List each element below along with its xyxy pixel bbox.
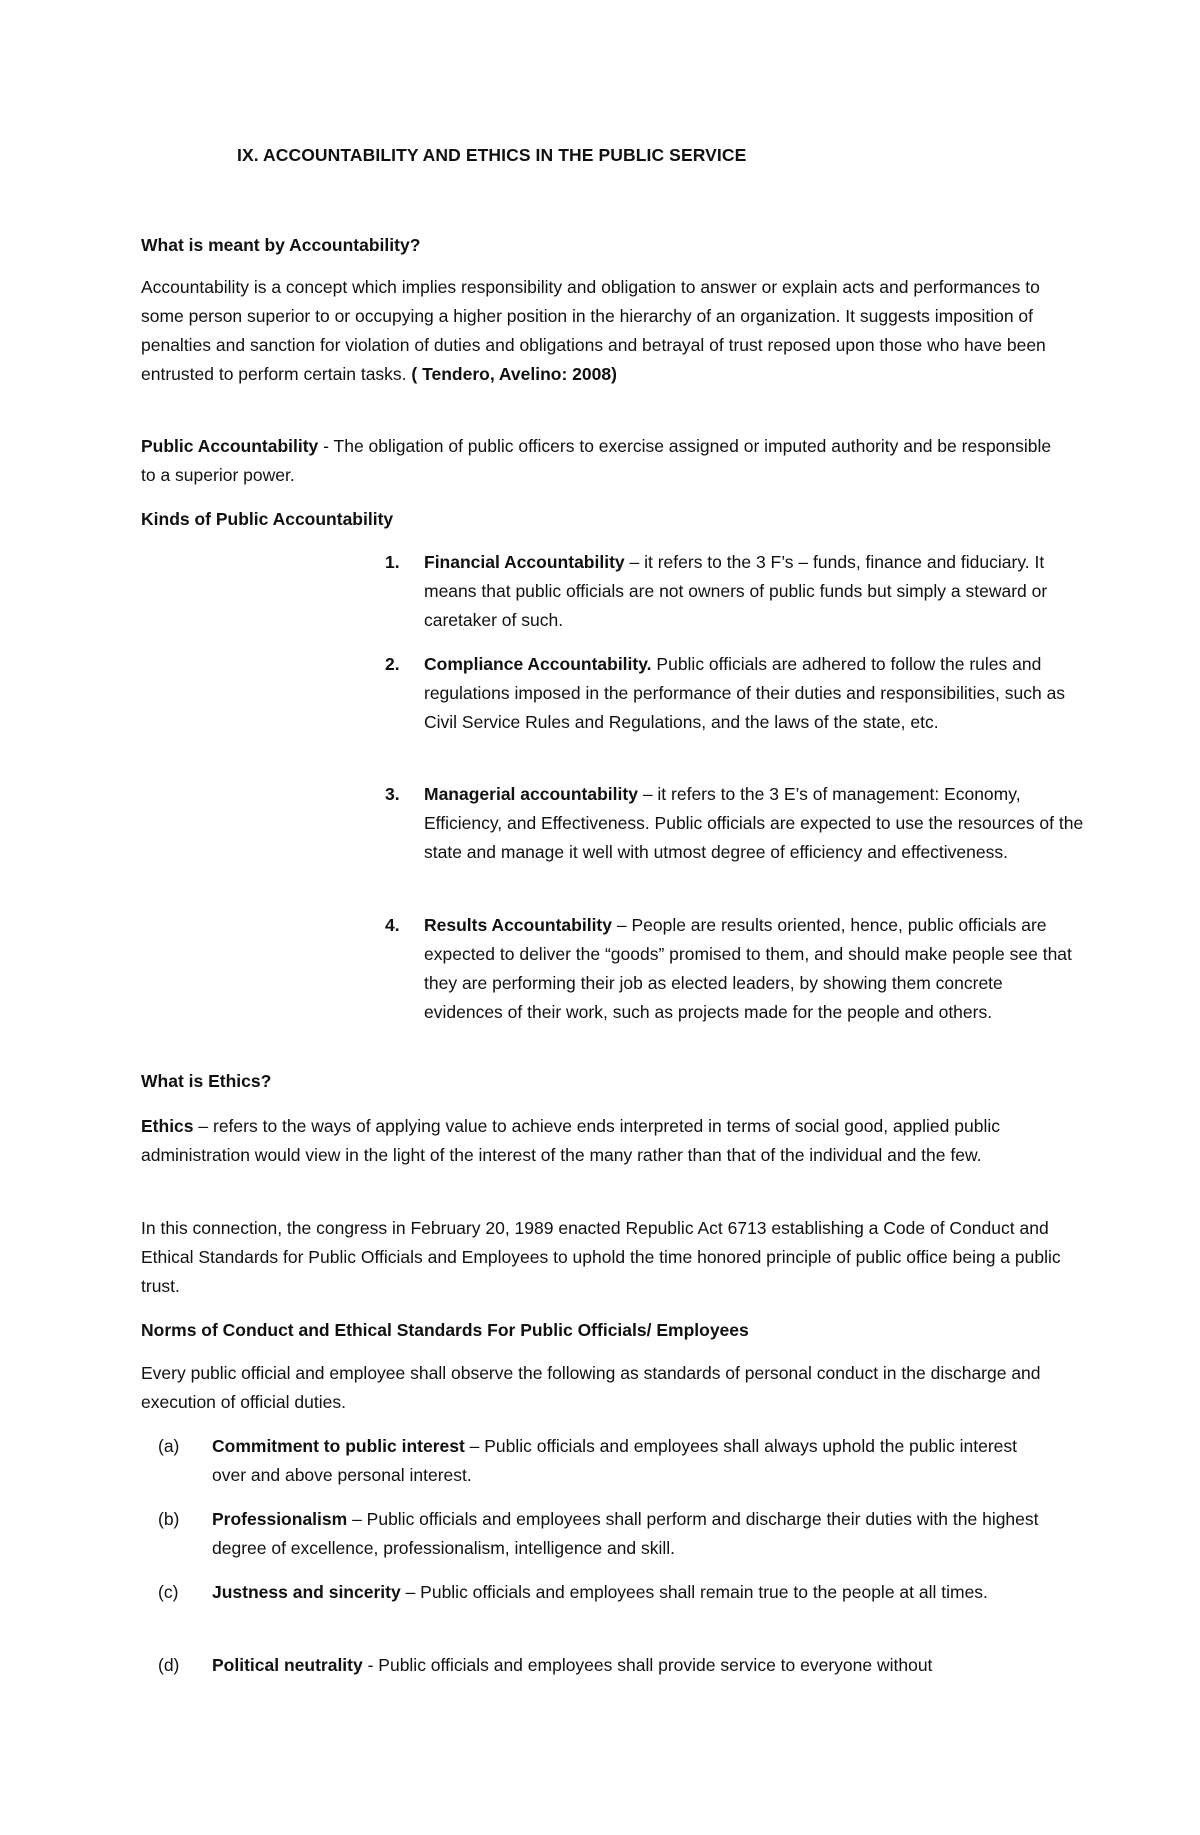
norm-body: – Public officials and employees shall remain true to the people at all times. [400,1582,988,1602]
norm-label: (a) [158,1436,180,1456]
norm-text [212,1432,1052,1490]
list-item-term: Compliance Accountability. [424,654,652,674]
list-item-text [424,780,1084,867]
accountability-paragraph [141,273,1061,389]
list-item-text [424,548,1084,635]
list-number: 2. [385,654,400,674]
norm-text [212,1578,1052,1607]
norm-term: Commitment to public interest [212,1436,465,1456]
norm-label: (c) [158,1582,179,1602]
question-accountability-heading: What is meant by Accountability? [141,235,421,255]
connection-paragraph: In this connection, the congress in February 20, 1989 enacted Republic Act 6713 establishing a Code of Conduct and Ethical Standards for Public Officials and Employees to uphold the time honored principle of public office being a public trust. [141,1218,1061,1296]
ethics-term: Ethics [141,1116,194,1136]
norm-body: – Public officials and employees shall perform and discharge their duties with the highest degree of excellence, professionalism, intelligence and skill. [212,1509,1039,1558]
public-accountability-definition: - The obligation of public officers to exercise assigned or imputed authority and be responsible to a superior power. [141,436,1052,485]
norm-term: Political neutrality [212,1655,363,1675]
list-item-term: Managerial accountability [424,784,638,804]
list-item-term: Results Accountability [424,915,612,935]
accountability-definition: Accountability is a concept which implies responsibility and obligation to answer or explain acts and performances to some person superior to or occupying a higher position in the hierarchy of an organization. It suggests imposition of penalties and sanction for violation of duties and obligations and betrayal of trust reposed upon those who have been entrusted to perform certain tasks. [141,277,1046,384]
list-number: 1. [385,552,400,572]
list-item-text [424,911,1084,1027]
list-item-term: Financial Accountability [424,552,625,572]
norm-body: - Public officials and employees shall provide service to everyone without [362,1655,933,1675]
norm-label: (b) [158,1509,180,1529]
list-item-body: Public officials are adhered to follow the rules and regulations imposed in the performance of their duties and responsibilities, such as Civil Service Rules and Regulations, and the laws of the state, etc. [424,654,1066,732]
list-number: 3. [385,784,400,804]
list-item-body: – it refers to the 3 E’s of management: Economy, Efficiency, and Effectiveness. Public officials are expected to use the resources of the state and manage it well with utmost degree of efficiency and effectiveness. [424,784,1084,862]
public-accountability-paragraph [141,432,1061,490]
norm-text [212,1505,1052,1563]
document-title: IX. ACCOUNTABILITY AND ETHICS IN THE PUBLIC SERVICE [237,145,747,165]
question-ethics-heading: What is Ethics? [141,1071,272,1091]
norms-intro-paragraph: Every public official and employee shall observe the following as standards of personal conduct in the discharge and execution of official duties. [141,1363,1041,1412]
list-item-body: – People are results oriented, hence, public officials are expected to deliver the “goods” promised to them, and should make people see that they are performing their job as elected leaders, by showing them concrete evidences of their work, such as projects made for the people and others. [424,915,1072,1022]
norm-body: – Public officials and employees shall always uphold the public interest over and above personal interest. [212,1436,1018,1485]
ethics-definition: – refers to the ways of applying value to achieve ends interpreted in terms of social good, applied public administration would view in the light of the interest of the many rather than that of the individual and the few. [141,1116,1000,1165]
list-number: 4. [385,915,400,935]
norm-term: Justness and sincerity [212,1582,401,1602]
list-item-body: – it refers to the 3 F’s – funds, finance and fiduciary. It means that public officials are not owners of public funds but simply a steward or caretaker of such. [424,552,1048,630]
kinds-heading: Kinds of Public Accountability [141,509,394,529]
public-accountability-term: Public Accountability [141,436,319,456]
ethics-paragraph [141,1112,1061,1170]
list-item-text [424,650,1084,737]
norm-label: (d) [158,1655,180,1675]
norm-term: Professionalism [212,1509,348,1529]
norms-heading: Norms of Conduct and Ethical Standards For Public Officials/ Employees [141,1320,749,1340]
norm-text [212,1651,1052,1680]
accountability-citation: ( Tendero, Avelino: 2008) [411,364,617,384]
